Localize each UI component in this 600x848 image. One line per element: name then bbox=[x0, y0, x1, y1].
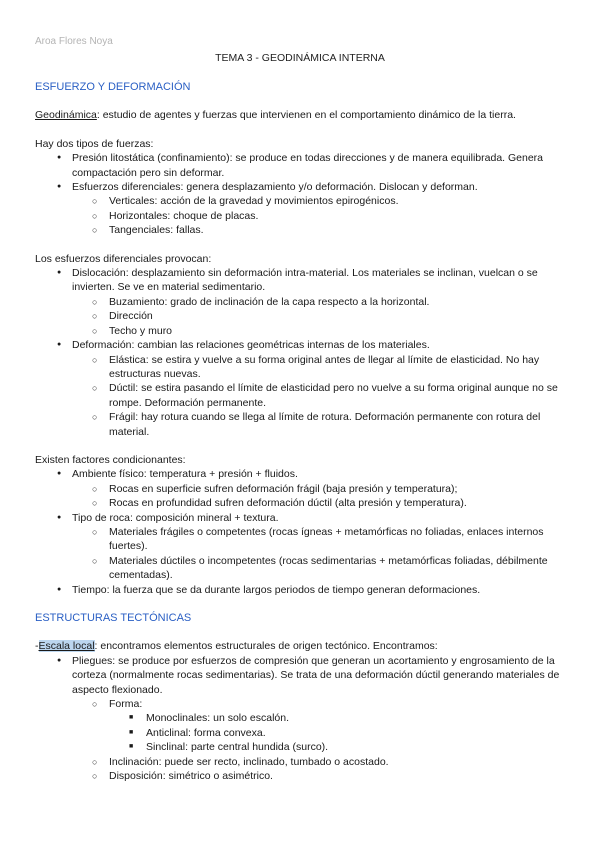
sublist bbox=[72, 353, 565, 439]
list-item: ○ Elástica: se estira y vuelve a su forma original antes de llegar al límite de elasticidad. No hay estructuras nuevas. bbox=[72, 353, 565, 382]
list-item: ○ Horizontales: choque de placas. bbox=[72, 209, 565, 223]
forces-intro: Hay dos tipos de fuerzas: bbox=[35, 137, 154, 150]
structures-list bbox=[35, 654, 565, 784]
list-item: ○ Buzamiento: grado de inclinación de la capa respecto a la horizontal. bbox=[72, 295, 565, 309]
list-item: ● Presión litostática (confinamiento): se produce en todas direcciones y de manera equilibrada. Genera compactación pero sin deformar. bbox=[35, 151, 565, 180]
list-item: ○ Disposición: simétrico o asimétrico. bbox=[72, 769, 565, 783]
list-item: ○ Techo y muro bbox=[72, 324, 565, 338]
effects-intro: Los esfuerzos diferenciales provocan: bbox=[35, 252, 212, 265]
list-item: ○ Materiales frágiles o competentes (rocas ígneas + metamórficas no foliadas, enlaces internos fuertes). bbox=[72, 525, 565, 554]
list-item: ● Dislocación: desplazamiento sin deformación intra-material. Los materiales se inclinan, vuelcan o se invierten. Se ve en material sedimentario. ○ Buzamiento: grado de inclinación de la capa respecto a la horizontal. ○ Dirección ○ Techo y muro bbox=[35, 266, 565, 338]
list-item: ■ Sinclinal: parte central hundida (surco). bbox=[109, 740, 565, 754]
sublist bbox=[72, 194, 565, 237]
list-item: ○ Rocas en superficie sufren deformación frágil (baja presión y temperatura); bbox=[72, 482, 565, 496]
list-item: ○ Inclinación: puede ser recto, inclinado, tumbado o acostado. bbox=[72, 755, 565, 769]
list-item: ● Deformación: cambian las relaciones geométricas internas de los materiales. ○ Elástica: se estira y vuelve a su forma original antes de llegar al límite de elasticidad. No hay estructuras nuevas. ○ Dúctil: se estira pasando el límite de elasticidad pero no vuelve a su forma original aunque no se rompe. Deformación permanente. ○ Frágil: hay rotura cuando se llega al límite de rotura. Deformación permanente con rotura del material. bbox=[35, 338, 565, 439]
list-item: ○ Dúctil: se estira pasando el límite de elasticidad pero no vuelve a su forma original aunque no se rompe. Deformación permanente. bbox=[72, 381, 565, 410]
list-item: ○ Dirección bbox=[72, 309, 565, 323]
sublist bbox=[72, 482, 565, 511]
factors-list bbox=[35, 467, 565, 597]
list-item: ● Esfuerzos diferenciales: genera desplazamiento y/o deformación. Dislocan y deforman. ○ Verticales: acción de la gravedad y movimientos epirogénicos. ○ Horizontales: choque de placas. ○ Tangenciales: fallas. bbox=[35, 180, 565, 238]
list-item: ○ Frágil: hay rotura cuando se llega al límite de rotura. Deformación permanente con rotura del material. bbox=[72, 410, 565, 439]
list-item: ○ Rocas en profundidad sufren deformación dúctil (alta presión y temperatura). bbox=[72, 496, 565, 510]
list-item: ■ Anticlinal: forma convexa. bbox=[109, 726, 565, 740]
section-heading-estructuras: ESTRUCTURAS TECTÓNICAS bbox=[35, 612, 192, 624]
subsublist bbox=[109, 711, 565, 754]
list-item: ● Tipo de roca: composición mineral + textura. ○ Materiales frágiles o competentes (rocas ígneas + metamórficas no foliadas, enlaces internos fuertes). ○ Materiales dúctiles o incompetentes (rocas sedimentarias + metamórficas foliadas, débilmente cementadas). bbox=[35, 511, 565, 583]
document-body bbox=[35, 80, 565, 783]
list-item: ● Pliegues: se produce por esfuerzos de compresión que generan un acortamiento y engrosamiento de la corteza (normalmente rocas sedimentarias). Se trata de una deformación dúctil generando materiales de aspecto flexionado. ○ Forma: ■ Monoclinales: un solo escalón. ■ Anticlinal: forma convexa. ■ Sinclinal: parte central hundida (surco). ○ Inclinación: puede ser recto, inclinado, tumbado o acostado. ○ Disposición: simétrico o asimétrico. bbox=[35, 654, 565, 784]
list-item: ■ Monoclinales: un solo escalón. bbox=[109, 711, 565, 725]
definition-term: Geodinámica bbox=[35, 109, 97, 122]
list-item: ○ Materiales dúctiles o incompetentes (rocas sedimentarias + metamórficas foliadas, débilmente cementadas). bbox=[72, 554, 565, 583]
factors-intro: Existen factores condicionantes: bbox=[35, 453, 186, 466]
section-heading-esfuerzo: ESFUERZO Y DEFORMACIÓN bbox=[35, 81, 191, 93]
sublist bbox=[72, 295, 565, 338]
highlighted-term: Escala local bbox=[38, 640, 95, 653]
list-item: ● Tiempo: la fuerza que se da durante largos periodos de tiempo generan deformaciones. bbox=[35, 583, 565, 597]
definition-text: : estudio de agentes y fuerzas que intervienen en el comportamiento dinámico de la tierra. bbox=[96, 109, 516, 122]
list-item: ○ Verticales: acción de la gravedad y movimientos epirogénicos. bbox=[72, 194, 565, 208]
author-name: Aroa Flores Noya bbox=[35, 36, 113, 47]
list-item: ● Ambiente físico: temperatura + presión + fluidos. ○ Rocas en superficie sufren deformación frágil (baja presión y temperatura); ○ Rocas en profundidad sufren deformación dúctil (alta presión y temperatura). bbox=[35, 467, 565, 510]
list-item: ○ Forma: ■ Monoclinales: un solo escalón. ■ Anticlinal: forma convexa. ■ Sinclinal: parte central hundida (surco). bbox=[72, 697, 565, 755]
effects-list bbox=[35, 266, 565, 439]
definition-paragraph bbox=[35, 108, 565, 122]
scale-paragraph: -Escala local: encontramos elementos estructurales de origen tectónico. Encontramos: bbox=[35, 640, 438, 653]
sublist bbox=[72, 697, 565, 783]
forces-list bbox=[35, 151, 565, 237]
list-item: ○ Tangenciales: fallas. bbox=[72, 223, 565, 237]
sublist bbox=[72, 525, 565, 583]
page-title: TEMA 3 - GEODINÁMICA INTERNA bbox=[215, 52, 385, 64]
